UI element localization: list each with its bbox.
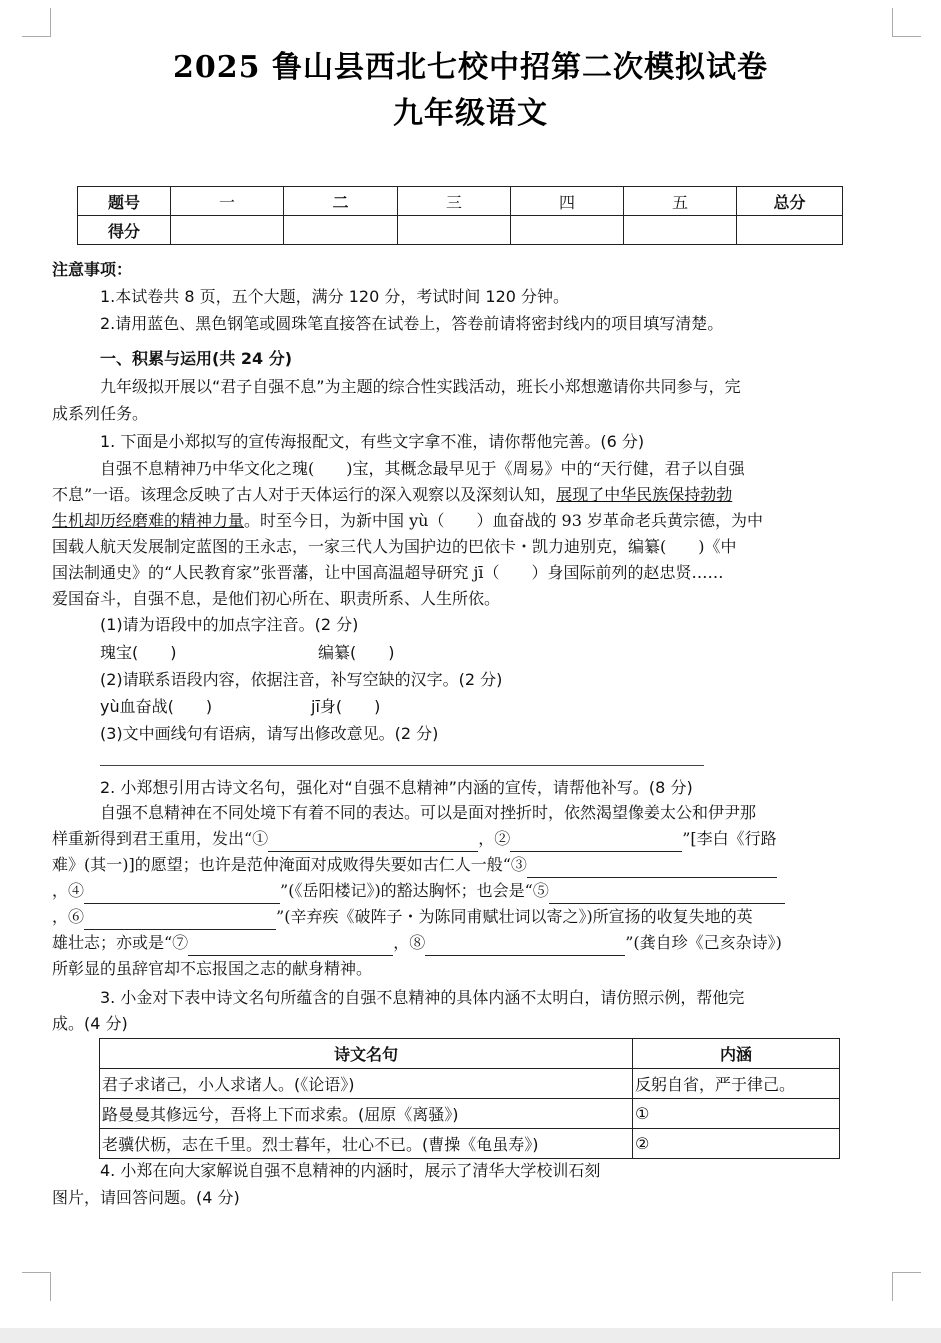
score-cell[interactable] (284, 216, 398, 245)
passage-line: 难》(其一)]的愿望；也许是范仲淹面对成败得失要如古仁人一般“③ (52, 852, 892, 878)
section-intro: 九年级拟开展以“君子自强不息”为主题的综合性实践活动，班长小郑想邀请你共同参与，完 (100, 377, 741, 396)
score-col-2: 二 (284, 187, 398, 216)
score-col-5: 五 (624, 187, 737, 216)
answer-prompt[interactable]: 编纂( ) (318, 643, 395, 662)
poem-line-cell: 老骥伏枥，志在千里。烈士暮年，壮心不已。(曹操《龟虽寿》) (100, 1129, 633, 1159)
exam-title: 2025 鲁山县西北七校中招第二次模拟试卷 (173, 50, 768, 85)
underlined-sentence: 生机却历经磨难的精神力量 (52, 511, 245, 530)
answer-line[interactable] (100, 765, 704, 766)
table-row (100, 1069, 840, 1099)
question-3-stem: 3. 小金对下表中诗文名句所蕴含的自强不息精神的具体内涵不太明白，请仿照示例，帮他完 (100, 988, 745, 1007)
question-2-stem: 2. 小郑想引用古诗文名句，强化对“自强不息精神”内涵的宣传，请帮他补写。(8 分) (100, 778, 693, 797)
score-cell[interactable] (171, 216, 284, 245)
notice-item: 2.请用蓝色、黑色钢笔或圆珠笔直接答在试卷上，答卷前请将密封线内的项目填写清楚。 (100, 314, 724, 333)
passage-line: 自强不息精神乃中华文化之瑰( )宝，其概念最早见于《周易》中的“天行健，君子以自强 (100, 459, 745, 478)
score-col-total: 总分 (737, 187, 843, 216)
passage-line: ，⑥ ”(辛弃疾《破阵子・为陈同甫赋壮词以寄之》)所宣扬的收复失地的英 (52, 904, 892, 930)
poem-table (99, 1038, 840, 1159)
fill-blank-4[interactable] (84, 885, 280, 904)
notice-item: 1.本试卷共 8 页，五个大题，满分 120 分，考试时间 120 分钟。 (100, 287, 570, 306)
fill-blank-2[interactable] (510, 833, 682, 852)
section-heading: 一、积累与运用(共 24 分) (100, 349, 293, 368)
score-table-row-label: 得分 (78, 216, 171, 245)
table-row (100, 1099, 840, 1129)
passage-line: 爱国奋斗，自强不息，是他们初心所在、职责所系、人生所依。 (52, 589, 501, 608)
score-table (77, 186, 843, 245)
passage-line: 国法制通史》的“人民教育家”张晋藩，让中国高温超导研究 jī（ ）身国际前列的赵忠贤…… (52, 563, 724, 582)
question-4-stem: 4. 小郑在向大家解说自强不息精神的内涵时，展示了清华大学校训石刻 (100, 1161, 601, 1180)
meaning-cell[interactable]: ① (633, 1099, 840, 1129)
meaning-cell: 反躬自省，严于律己。 (633, 1069, 840, 1099)
score-table-row-label: 题号 (78, 187, 171, 216)
sub-question: (3)文中画线句有语病，请写出修改意见。(2 分) (100, 724, 439, 743)
poem-table-header: 诗文名句 (100, 1039, 633, 1069)
score-cell[interactable] (624, 216, 737, 245)
fill-blank-5[interactable] (549, 885, 785, 904)
fill-blank-1[interactable] (268, 833, 478, 852)
fill-blank-8[interactable] (425, 937, 625, 956)
exam-subtitle: 九年级语文 (393, 96, 548, 131)
score-cell[interactable] (737, 216, 843, 245)
score-cell[interactable] (511, 216, 624, 245)
notice-heading: 注意事项： (52, 260, 133, 279)
fill-blank-3[interactable] (527, 859, 777, 878)
passage-line: 国载人航天发展制定蓝图的王永志，一家三代人为国护边的巴依卡・凯力迪别克，编纂( )《中 (52, 537, 737, 556)
crop-mark-top-left (22, 8, 51, 37)
score-cell[interactable] (398, 216, 511, 245)
meaning-cell[interactable]: ② (633, 1129, 840, 1159)
poem-line-cell: 路曼曼其修远兮，吾将上下而求索。(屈原《离骚》) (100, 1099, 633, 1129)
answer-prompt[interactable]: 瑰宝( ) (100, 643, 177, 662)
score-col-3: 三 (398, 187, 511, 216)
fill-blank-7[interactable] (188, 937, 393, 956)
passage-line: 雄壮志；亦或是“⑦ ，⑧ ”(龚自珍《己亥杂诗》) (52, 930, 892, 956)
passage-line: 自强不息精神在不同处境下有着不同的表达。可以是面对挫折时，依然渴望像姜太公和伊尹那 (100, 803, 757, 822)
crop-mark-bottom-left (22, 1272, 51, 1301)
fill-blank-6[interactable] (84, 911, 276, 930)
answer-prompt[interactable]: yù血奋战( ) (100, 697, 213, 716)
passage-line: ，④ ”(《岳阳楼记》)的豁达胸怀；也会是“⑤ (52, 878, 892, 904)
question-1-stem: 1. 下面是小郑拟写的宣传海报配文，有些文字拿不准，请你帮他完善。(6 分) (100, 432, 645, 451)
passage-line: 生机却历经磨难的精神力量。时至今日，为新中国 yù（ ）血奋战的 93 岁革命老兵黄宗德，为中 (52, 511, 763, 530)
crop-mark-bottom-right (892, 1272, 921, 1301)
crop-mark-top-right (892, 8, 921, 37)
passage-line: 不息”一语。该理念反映了古人对于天体运行的深入观察以及深刻认知，展现了中华民族保持勃勃 (52, 485, 733, 504)
score-col-1: 一 (171, 187, 284, 216)
score-col-4: 四 (511, 187, 624, 216)
page-gap (0, 1328, 941, 1343)
poem-table-header: 内涵 (633, 1039, 840, 1069)
passage-line: 所彰显的虽辞官却不忘报国之志的献身精神。 (52, 959, 373, 978)
underlined-sentence: 展现了中华民族保持勃勃 (556, 485, 733, 504)
sub-question: (1)请为语段中的加点字注音。(2 分) (100, 615, 359, 634)
table-row (100, 1129, 840, 1159)
question-4-stem: 图片，请回答问题。(4 分) (52, 1188, 240, 1207)
poem-line-cell: 君子求诸己，小人求诸人。(《论语》) (100, 1069, 633, 1099)
answer-prompt[interactable]: jī身( ) (311, 697, 381, 716)
section-intro: 成系列任务。 (52, 404, 149, 423)
question-3-stem: 成。(4 分) (52, 1014, 128, 1033)
passage-line: 样重新得到君王重用，发出“① ，② ”[李白《行路 (52, 826, 892, 852)
sub-question: (2)请联系语段内容，依据注音，补写空缺的汉字。(2 分) (100, 670, 503, 689)
